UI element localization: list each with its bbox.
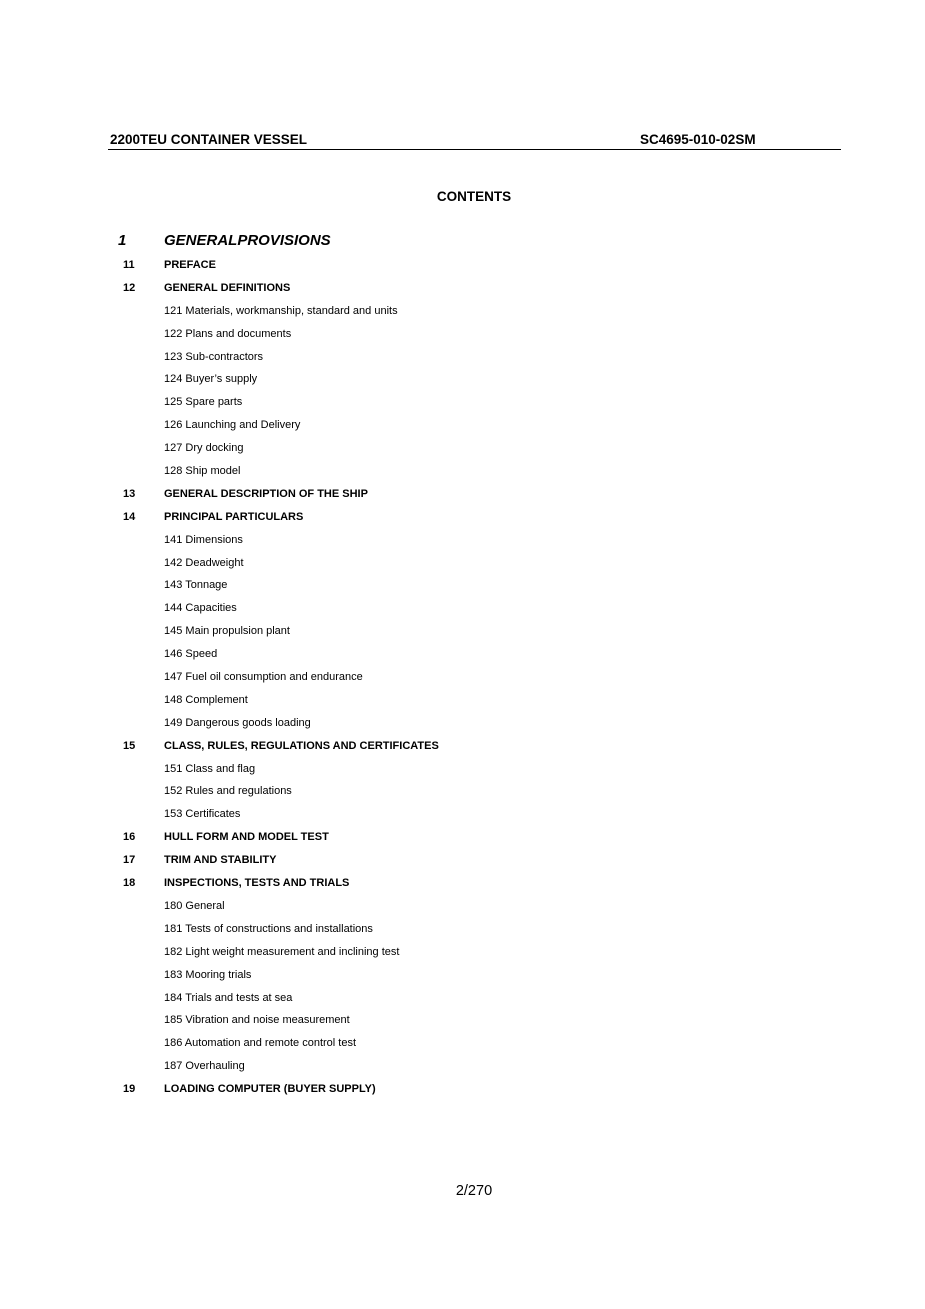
toc-subsection-entry bbox=[0, 966, 925, 989]
toc-section-entry bbox=[0, 508, 925, 531]
toc-subsection-entry bbox=[0, 1034, 925, 1057]
toc-subsection-entry bbox=[0, 554, 925, 577]
toc-section-entry bbox=[0, 851, 925, 874]
toc-entry-title: 183 Mooring trials bbox=[164, 968, 252, 981]
toc-subsection-entry bbox=[0, 393, 925, 416]
toc-entry-title: LOADING COMPUTER (BUYER SUPPLY) bbox=[164, 1083, 376, 1096]
toc-entry-title: 181 Tests of constructions and installations bbox=[164, 922, 373, 935]
toc-entry-title: 143 Tonnage bbox=[164, 579, 228, 592]
toc-entry-number: 13 bbox=[123, 487, 136, 500]
contents-heading: CONTENTS bbox=[436, 189, 512, 204]
toc-entry-number: 19 bbox=[123, 1083, 136, 1096]
toc-entry-title: GENERAL DEFINITIONS bbox=[164, 281, 291, 294]
toc-entry-title: 153 Certificates bbox=[164, 808, 241, 821]
toc-subsection-entry bbox=[0, 622, 925, 645]
toc-entry-number: 14 bbox=[123, 510, 136, 523]
toc-subsection-entry bbox=[0, 691, 925, 714]
toc-subsection-entry bbox=[0, 943, 925, 966]
toc-subsection-entry bbox=[0, 645, 925, 668]
document-title: 2200TEU CONTAINER VESSEL bbox=[110, 132, 308, 147]
toc-entry-title: 146 Speed bbox=[164, 648, 218, 661]
toc-section-entry bbox=[0, 737, 925, 760]
toc-subsection-entry bbox=[0, 325, 925, 348]
toc-entry-title: 122 Plans and documents bbox=[164, 327, 292, 340]
toc-entry-title: 142 Deadweight bbox=[164, 556, 244, 569]
toc-entry-title: 147 Fuel oil consumption and endurance bbox=[164, 671, 363, 684]
toc-entry-title: 126 Launching and Delivery bbox=[164, 419, 301, 432]
toc-entry-title: HULL FORM AND MODEL TEST bbox=[164, 831, 329, 844]
toc-list bbox=[0, 256, 925, 1103]
toc-entry-title: 128 Ship model bbox=[164, 465, 241, 478]
toc-entry-title: 149 Dangerous goods loading bbox=[164, 716, 311, 729]
toc-entry-number: 18 bbox=[123, 877, 136, 890]
toc-section-entry bbox=[0, 828, 925, 851]
toc-subsection-entry bbox=[0, 531, 925, 554]
toc-subsection-entry bbox=[0, 370, 925, 393]
toc-subsection-entry bbox=[0, 348, 925, 371]
toc-subsection-entry bbox=[0, 805, 925, 828]
toc-subsection-entry bbox=[0, 1011, 925, 1034]
document-code: SC4695-010-02SM bbox=[640, 132, 756, 147]
toc-subsection-entry bbox=[0, 439, 925, 462]
toc-subsection-entry bbox=[0, 782, 925, 805]
toc-entry-title: 185 Vibration and noise measurement bbox=[164, 1014, 350, 1027]
page-number: 2/270 bbox=[455, 1183, 493, 1199]
toc-entry-title: 151 Class and flag bbox=[164, 762, 256, 775]
toc-entry-title: 123 Sub-contractors bbox=[164, 350, 264, 363]
toc-subsection-entry bbox=[0, 668, 925, 691]
toc-subsection-entry bbox=[0, 760, 925, 783]
toc-subsection-entry bbox=[0, 1057, 925, 1080]
toc-entry-title: 127 Dry docking bbox=[164, 442, 244, 455]
toc-entry-title: 144 Capacities bbox=[164, 602, 237, 615]
chapter-heading bbox=[0, 231, 925, 251]
toc-entry-number: 11 bbox=[123, 259, 135, 271]
toc-subsection-entry bbox=[0, 416, 925, 439]
toc-entry-title: 124 Buyer’s supply bbox=[164, 373, 258, 386]
page-header bbox=[108, 132, 841, 150]
toc-entry-title: 180 General bbox=[164, 899, 225, 912]
toc-subsection-entry bbox=[0, 714, 925, 737]
toc-entry-title: 125 Spare parts bbox=[164, 396, 243, 409]
toc-entry-title: 141 Dimensions bbox=[164, 533, 243, 546]
toc-section-entry bbox=[0, 279, 925, 302]
toc-entry-title: PREFACE bbox=[164, 259, 216, 271]
toc-entry-title: 184 Trials and tests at sea bbox=[164, 991, 293, 1004]
toc-subsection-entry bbox=[0, 897, 925, 920]
toc-entry-title: 187 Overhauling bbox=[164, 1060, 245, 1073]
toc-section-entry bbox=[0, 1080, 925, 1103]
toc-entry-title: 186 Automation and remote control test bbox=[164, 1037, 357, 1050]
chapter-title: GENERALPROVISIONS bbox=[164, 232, 331, 249]
toc-subsection-entry bbox=[0, 599, 925, 622]
toc-section-entry bbox=[0, 256, 925, 279]
toc-entry-title: 121 Materials, workmanship, standard and units bbox=[164, 304, 398, 317]
toc-subsection-entry bbox=[0, 576, 925, 599]
toc-section-entry bbox=[0, 874, 925, 897]
toc-entry-title: PRINCIPAL PARTICULARS bbox=[164, 510, 304, 523]
toc-section-entry bbox=[0, 485, 925, 508]
toc-entry-title: INSPECTIONS, TESTS AND TRIALS bbox=[164, 877, 350, 890]
toc-entry-number: 16 bbox=[123, 831, 136, 844]
toc-entry-title: 148 Complement bbox=[164, 693, 248, 706]
toc-subsection-entry bbox=[0, 302, 925, 325]
toc-entry-title: TRIM AND STABILITY bbox=[164, 854, 277, 867]
toc-entry-title: CLASS, RULES, REGULATIONS AND CERTIFICATES bbox=[164, 739, 439, 752]
toc-entry-number: 15 bbox=[123, 739, 136, 752]
toc-subsection-entry bbox=[0, 989, 925, 1012]
toc-entry-title: 182 Light weight measurement and inclining test bbox=[164, 945, 400, 958]
toc-subsection-entry bbox=[0, 462, 925, 485]
toc-entry-title: GENERAL DESCRIPTION OF THE SHIP bbox=[164, 487, 368, 500]
toc-entry-number: 12 bbox=[123, 281, 136, 294]
toc-subsection-entry bbox=[0, 920, 925, 943]
toc-entry-title: 152 Rules and regulations bbox=[164, 785, 292, 798]
toc-entry-number: 17 bbox=[123, 854, 136, 867]
chapter-number: 1 bbox=[118, 232, 127, 249]
toc-entry-title: 145 Main propulsion plant bbox=[164, 625, 290, 638]
